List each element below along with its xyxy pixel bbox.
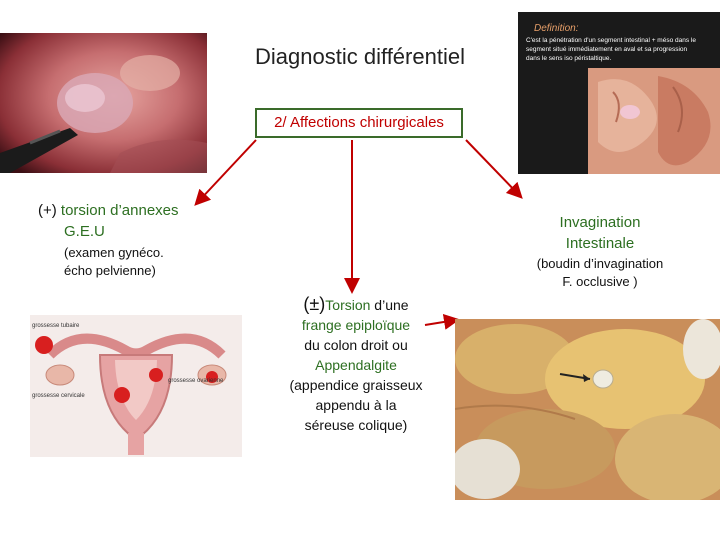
center-diagnosis-block (276, 294, 436, 435)
center-line2: frange epiploïque (301, 317, 411, 333)
right-line2: Intestinale (565, 235, 635, 252)
right-sub-block (505, 255, 695, 291)
arrow-to-right (466, 140, 520, 196)
center-lead: (±) (303, 294, 326, 314)
tubal-marker (35, 336, 53, 354)
left-line2: G.E.U (64, 223, 105, 240)
arrow-to-left (197, 140, 256, 203)
definition-text-line2: segment situé immédiatement en aval et sa progression (526, 46, 688, 53)
label-cervical: grossesse cervicale (32, 393, 85, 399)
right-diagnosis-block (505, 212, 695, 254)
center-line3: du colon droit ou (304, 337, 408, 353)
left-sub-block (64, 244, 164, 280)
ectopic-pregnancy-diagram (30, 315, 242, 457)
left-sub1: (examen gynéco. (64, 245, 164, 260)
center-line6: appendu à la (315, 397, 397, 413)
left-prefix: (+) (38, 202, 61, 219)
center-word2: d’une (370, 297, 409, 313)
epiploic-appendage-photo (455, 319, 720, 500)
definition-text-line3: dans le sens iso péristaltique. (526, 55, 612, 62)
definition-label: Definition: (534, 23, 579, 34)
center-line7: séreuse colique) (304, 417, 408, 433)
center-word1: Torsion (325, 297, 371, 313)
right-sub1: (boudin d’invagination (536, 256, 664, 271)
uterine-marker (149, 368, 163, 382)
slide-title: Diagnostic différentiel (255, 44, 465, 69)
section-label-box: 2/ Affections chirurgicales (255, 108, 463, 138)
left-line1: torsion d’annexes (60, 202, 179, 219)
label-tubal: grossesse tubaire (32, 323, 80, 329)
definition-text-line1: C'est la pénétration d'un segment intestinal + méso dans le (526, 37, 696, 44)
cervical-marker (114, 387, 130, 403)
center-line5: (appendice graisseux (289, 377, 423, 393)
left-diagnosis-block (38, 200, 228, 242)
left-sub2: écho pelvienne) (64, 263, 156, 278)
center-line4: Appendalgite (315, 357, 397, 373)
right-line1: Invagination (559, 214, 641, 231)
label-ovarian: grossesse ovarienne (168, 378, 224, 384)
right-sub2: F. occlusive ) (562, 274, 638, 289)
